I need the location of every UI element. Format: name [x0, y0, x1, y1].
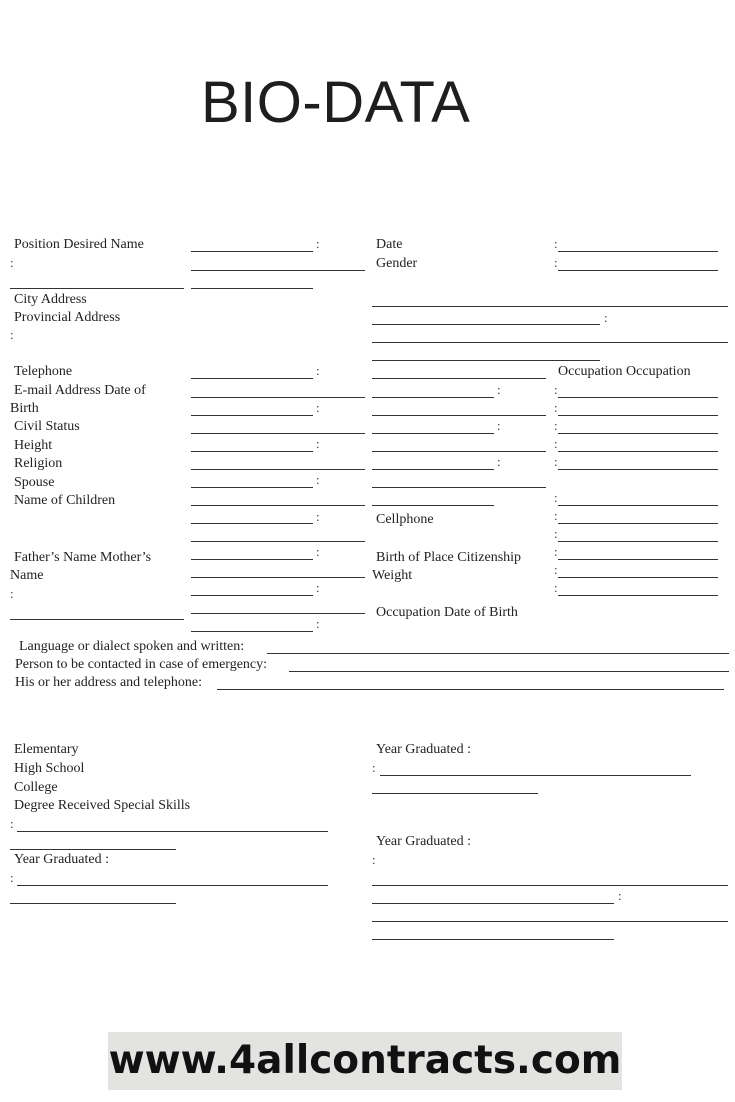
colon: : — [10, 255, 14, 270]
blank-line[interactable] — [191, 451, 313, 452]
label-date: Date — [376, 237, 403, 252]
colon: : — [554, 436, 558, 451]
colon: : — [316, 436, 320, 451]
label-city-address: City Address — [14, 292, 87, 307]
label-emergency-contact: Person to be contacted in case of emergency: — [15, 657, 268, 672]
colon: : — [316, 580, 320, 595]
blank-line[interactable] — [191, 613, 365, 614]
blank-line[interactable] — [191, 523, 313, 524]
blank-line[interactable] — [191, 469, 365, 470]
blank-line[interactable] — [191, 433, 365, 434]
colon: : — [10, 586, 14, 601]
blank-line[interactable] — [372, 469, 494, 470]
colon: : — [372, 852, 376, 867]
label-telephone: Telephone — [14, 364, 73, 379]
blank-line[interactable] — [558, 577, 718, 578]
colon: : — [497, 382, 501, 397]
emergency-line[interactable] — [289, 671, 729, 672]
label-year-graduated: Year Graduated : — [14, 852, 109, 867]
blank-line[interactable] — [191, 505, 365, 506]
label-height: Height — [14, 438, 53, 453]
label-occupation-occupation: Occupation Occupation — [558, 364, 691, 379]
blank-line[interactable] — [558, 505, 718, 506]
colon: : — [554, 454, 558, 469]
blank-line[interactable] — [372, 487, 546, 488]
form-title: BIO-DATA — [201, 70, 471, 135]
blank-line[interactable] — [372, 903, 614, 904]
colon: : — [316, 236, 320, 251]
colon: : — [618, 888, 622, 903]
blank-line[interactable] — [191, 595, 313, 596]
blank-line[interactable] — [191, 251, 313, 252]
blank-line[interactable] — [558, 541, 718, 542]
colon: : — [316, 363, 320, 378]
colon: : — [497, 454, 501, 469]
language-line[interactable] — [267, 653, 729, 654]
label-weight: Weight — [372, 568, 413, 583]
colon: : — [554, 526, 558, 541]
colon: : — [554, 490, 558, 505]
label-cellphone: Cellphone — [376, 512, 434, 527]
label-religion: Religion — [14, 456, 63, 471]
colon: : — [554, 236, 558, 251]
colon: : — [316, 616, 320, 631]
blank-line[interactable] — [558, 251, 718, 252]
label-degree-skills: Degree Received Special Skills — [14, 798, 191, 813]
label-birth: Birth — [10, 401, 39, 416]
colon: : — [10, 327, 14, 342]
blank-line[interactable] — [372, 885, 728, 886]
blank-line[interactable] — [191, 397, 365, 398]
colon: : — [554, 562, 558, 577]
colon: : — [604, 310, 608, 325]
label-email-date-of: E-mail Address Date of — [14, 383, 146, 398]
blank-line[interactable] — [558, 415, 718, 416]
label-name: Name — [10, 568, 44, 583]
website-url[interactable]: www.4allcontracts.com — [108, 1038, 622, 1083]
label-position-desired-name: Position Desired Name — [14, 237, 144, 252]
colon: : — [554, 580, 558, 595]
label-spouse: Spouse — [14, 475, 55, 490]
colon: : — [372, 760, 376, 775]
colon: : — [316, 509, 320, 524]
colon: : — [10, 816, 14, 831]
blank-line[interactable] — [191, 631, 313, 632]
label-fathers-mothers-name: Father’s Name Mother’s — [14, 550, 152, 565]
colon: : — [10, 870, 14, 885]
blank-line[interactable] — [10, 849, 176, 850]
label-college: College — [14, 780, 58, 795]
blank-line[interactable] — [372, 415, 546, 416]
label-address-telephone: His or her address and telephone: — [15, 675, 202, 690]
label-name-of-children: Name of Children — [14, 493, 116, 508]
blank-line[interactable] — [558, 270, 718, 271]
label-birth-place-citizenship: Birth of Place Citizenship — [376, 550, 522, 565]
blank-line[interactable] — [191, 415, 313, 416]
address-line[interactable] — [217, 689, 724, 690]
blank-line[interactable] — [10, 903, 176, 904]
blank-line[interactable] — [191, 378, 313, 379]
label-gender: Gender — [376, 256, 418, 271]
blank-line[interactable] — [10, 288, 184, 289]
blank-line[interactable] — [372, 793, 538, 794]
blank-line[interactable] — [372, 505, 494, 506]
blank-line[interactable] — [191, 288, 313, 289]
blank-line[interactable] — [372, 433, 494, 434]
colon: : — [316, 400, 320, 415]
blank-line[interactable] — [191, 559, 313, 560]
blank-line[interactable] — [380, 775, 691, 776]
blank-line[interactable] — [558, 595, 718, 596]
colon: : — [554, 508, 558, 523]
blank-line[interactable] — [558, 397, 718, 398]
website-banner — [108, 1032, 622, 1090]
blank-line[interactable] — [372, 342, 728, 343]
label-elementary: Elementary — [14, 742, 79, 757]
colon: : — [554, 382, 558, 397]
blank-line[interactable] — [372, 451, 546, 452]
colon: : — [554, 400, 558, 415]
blank-line[interactable] — [558, 469, 718, 470]
colon: : — [497, 418, 501, 433]
blank-line[interactable] — [372, 397, 494, 398]
blank-line[interactable] — [558, 451, 718, 452]
blank-line[interactable] — [372, 324, 600, 325]
blank-line[interactable] — [558, 523, 718, 524]
blank-line[interactable] — [558, 433, 718, 434]
label-provincial-address: Provincial Address — [14, 310, 121, 325]
label-high-school: High School — [14, 761, 85, 776]
blank-line[interactable] — [191, 487, 313, 488]
blank-line[interactable] — [17, 831, 328, 832]
colon: : — [316, 472, 320, 487]
blank-line[interactable] — [372, 939, 614, 940]
blank-line[interactable] — [372, 921, 728, 922]
blank-line[interactable] — [372, 306, 728, 307]
blank-line[interactable] — [372, 360, 600, 361]
blank-line[interactable] — [17, 885, 328, 886]
label-year-graduated: Year Graduated : — [376, 834, 471, 849]
label-language-dialect: Language or dialect spoken and written: — [19, 639, 245, 654]
colon: : — [316, 544, 320, 559]
blank-line[interactable] — [191, 541, 365, 542]
label-year-graduated: Year Graduated : — [376, 742, 471, 757]
colon: : — [554, 255, 558, 270]
blank-line[interactable] — [191, 577, 365, 578]
label-occupation-date-of-birth: Occupation Date of Birth — [376, 605, 518, 620]
blank-line[interactable] — [191, 270, 365, 271]
colon: : — [554, 544, 558, 559]
label-civil-status: Civil Status — [14, 419, 80, 434]
blank-line[interactable] — [10, 619, 184, 620]
colon: : — [554, 418, 558, 433]
blank-line[interactable] — [558, 559, 718, 560]
blank-line[interactable] — [372, 378, 546, 379]
